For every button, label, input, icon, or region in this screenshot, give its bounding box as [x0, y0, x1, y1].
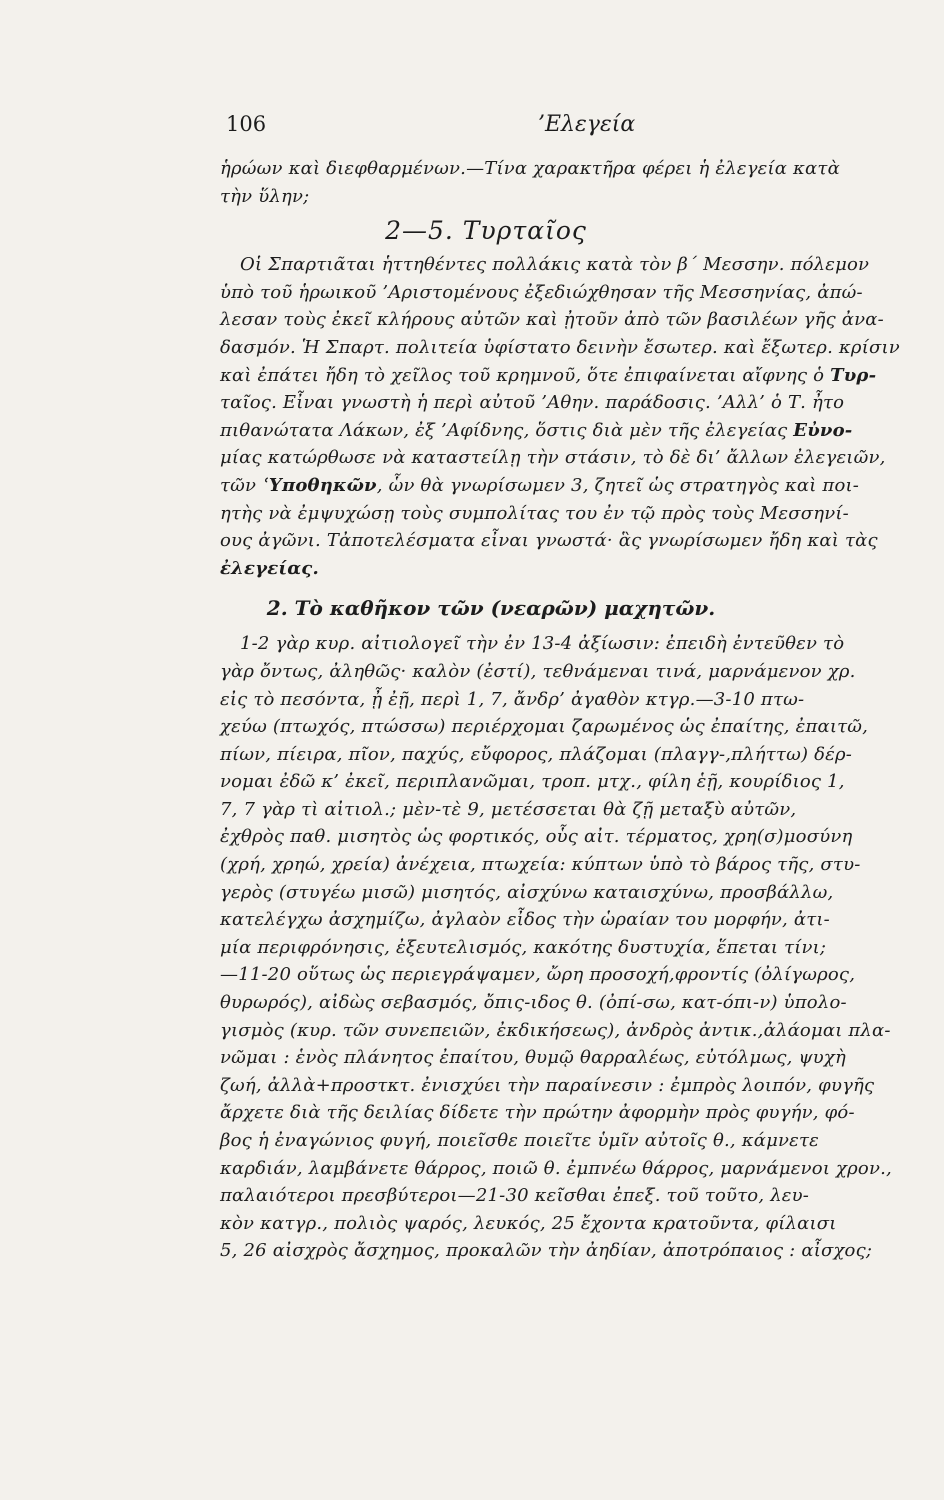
note-line: (χρή, χρηώ, χρεία) ἀνέχεια, πτωχεία: κύπτων ὑπὸ τὸ βάρος τῆς, στυ- [220, 854, 861, 876]
page-body [220, 155, 900, 1265]
text-span: πιθανώτατα Λάκων, ἐξ ’Αφίδνης, ὅστις διὰ μὲν τῆς ἐλεγείας [220, 419, 794, 441]
note-line: —11-20 οὕτως ὡς περιεγράψαμεν, ὤρη προσοχή,φροντίς (ὀλίγωρος, [220, 964, 856, 986]
note-line: κὸν κατγρ., πολιὸς ψαρός, λευκός, 25 ἔχοντα κρατοῦντα, φίλαισι [220, 1212, 837, 1234]
note-line: ἐχθρὸς παθ. μισητὸς ὡς φορτικός, οὗς αἰτ. τέρματος, χρη(σ)μοσύνη [220, 826, 853, 848]
text-line: λεσαν τοὺς ἐκεῖ κλήρους αὐτῶν καὶ ᾐτοῦν ἀπὸ τῶν βασιλέων γῆς ἀνα- [220, 309, 884, 331]
note-line: 7, 7 γὰρ τὶ αἰτιολ.; μὲν-τὲ 9, μετέσσεται θὰ ζῇ μεταξὺ αὐτῶν, [220, 798, 797, 820]
bold-term: Εὐνο- [793, 419, 853, 441]
note-line: 1-2 γὰρ κυρ. αἰτιολογεῖ τὴν ἐν 13-4 ἀξίωσιν: ἐπειδὴ ἐντεῦθεν τὸ [240, 633, 845, 655]
text-line [220, 472, 860, 500]
note-line: εἰς τὸ πεσόντα, ᾖ ἐῇ, περὶ 1, 7, ἄνδρ’ ἀγαθὸν κτγρ.—3-10 πτω- [220, 688, 805, 710]
running-title: ’Ελεγεία [538, 112, 636, 137]
section-title: 2—5. Τυρταῖος [385, 216, 587, 246]
text-line: ταῖος. Εἶναι γνωστὴ ἡ περὶ αὐτοῦ ’Αθην. παράδοσις. ’Αλλ’ ὁ Τ. ἦτο [220, 392, 845, 414]
note-line: καρδιάν, λαμβάνετε θάρρος, ποιῶ θ. ἐμπνέω θάρρος, μαρνάμενοι χρον., [220, 1157, 892, 1179]
note-line: μία περιφρόνησις, ἐξευτελισμός, κακότης δυστυχία, ἕπεται τίνι; [220, 936, 827, 958]
note-line: παλαιότεροι πρεσβύτεροι—21-30 κεῖσθαι ἐπεξ. τοῦ τοῦτο, λευ- [220, 1185, 810, 1207]
note-line: βος ἡ ἐναγώνιος φυγή, ποιεῖσθε ποιεῖτε ὑμῖν αὐτοῖς θ., κάμνετε [220, 1130, 820, 1151]
page-number: 106 [226, 112, 267, 136]
text-line [220, 417, 853, 445]
text-span: καὶ ἐπάτει ἤδη τὸ χεῖλος τοῦ κρημνοῦ, ὅτε ἐπιφαίνεται αἴφνης ὁ [220, 364, 831, 386]
note-line: 5, 26 αἰσχρὸς ἄσχημος, προκαλῶν τὴν ἀηδίαν, ἀποτρόπαιος : αἶσχος; [220, 1240, 873, 1262]
text-line: δασμόν. Ἡ Σπαρτ. πολιτεία ὑφίστατο δεινὴν ἔσωτερ. καὶ ἔξωτερ. κρίσιν [220, 336, 900, 358]
bold-term: ʿΥποθηκῶν [262, 474, 377, 496]
text-line: ὑπὸ τοῦ ἡρωικοῦ ’Αριστομένους ἐξεδιώχθησαν τῆς Μεσσηνίας, ἀπώ- [220, 281, 863, 303]
text-span: τῶν [220, 474, 263, 496]
text-line: ητὴς νὰ ἐμψυχώσῃ τοὺς συμπολίτας του ἐν τῷ πρὸς τοὺς Μεσσηνί- [220, 502, 849, 524]
text-line: ἡρώων καὶ διεφθαρμένων.—Τίνα χαρακτῆρα φέρει ἡ ἐλεγεία κατὰ [220, 158, 840, 179]
text-line: Οἱ Σπαρτιᾶται ἡττηθέντες πολλάκις κατὰ τὸν β΄ Μεσσην. πόλεμον [240, 254, 870, 276]
text-line: ους ἀγῶνι. Τἀποτελέσματα εἶναι γνωστά· ἃς γνωρίσωμεν ἤδη καὶ τὰς [220, 530, 878, 552]
note-line: ἄρχετε διὰ τῆς δειλίας δίδετε τὴν πρώτην ἀφορμὴν πρὸς φυγήν, φό- [220, 1102, 855, 1124]
note-line: χεύω (πτωχός, πτώσσω) περιέρχομαι ζαρωμένος ὡς ἐπαίτης, ἐπαιτῶ, [220, 716, 869, 738]
text-span: , ὧν θὰ γνωρίσωμεν 3, ζητεῖ ὡς στρατηγὸς καὶ ποι- [376, 474, 860, 496]
note-line: πίων, πίειρα, πῖον, παχύς, εὔφορος, πλάζομαι (πλαγγ-,πλήττω) δέρ- [220, 743, 853, 765]
page-header [226, 112, 694, 142]
subsection-title-text: 2. Τὸ καθῆκον τῶν (νεαρῶν) μαχητῶν. [266, 596, 716, 621]
text-line: μίας κατώρθωσε νὰ καταστείλῃ τὴν στάσιν, τὸ δὲ δι’ ἄλλων ἐλεγειῶν, [220, 447, 886, 469]
text-line: τὴν ὕλην; [220, 185, 310, 207]
bold-term: Τυρ- [830, 364, 877, 386]
note-line: γισμὸς (κυρ. τῶν συνεπειῶν, ἐκδικήσεως), ἀνδρὸς ἀντικ.,ἀλάομαι πλα- [220, 1019, 891, 1041]
note-line: γὰρ ὄντως, ἀληθῶς· καλὸν (ἐστί), τεθνάμεναι τινά, μαρνάμενον χρ. [220, 660, 856, 682]
subsection-title [220, 596, 732, 620]
note-line: νομαι ἐδῶ κ’ ἐκεῖ, περιπλανῶμαι, τροπ. μτχ., φίλη ἑῇ, κουρίδιος 1, [220, 771, 845, 793]
note-line: θυρωρός), αἰδὼς σεβασμός, ὄπις-ιδος θ. (ὀπί-σω, κατ-όπι-ν) ὑπολο- [220, 992, 847, 1014]
text-line: ἐλεγείας. [220, 557, 319, 579]
note-line: νῶμαι : ἑνὸς πλάνητος ἐπαίτου, θυμῷ θαρραλέως, εὐτόλμως, ψυχὴ [220, 1047, 846, 1069]
note-line: ζωή, ἀλλὰ+προστκτ. ἐνισχύει τὴν παραίνεσιν : ἐμπρὸς λοιπόν, φυγῆς [220, 1074, 875, 1096]
note-line: γερὸς (στυγέω μισῶ) μισητός, αἰσχύνω καταισχύνω, προσβάλλω, [220, 881, 834, 903]
note-line: κατελέγχω ἀσχημίζω, ἀγλαὸν εἶδος τὴν ὡραίαν του μορφήν, ἀτι- [220, 909, 830, 931]
text-line [220, 362, 877, 390]
